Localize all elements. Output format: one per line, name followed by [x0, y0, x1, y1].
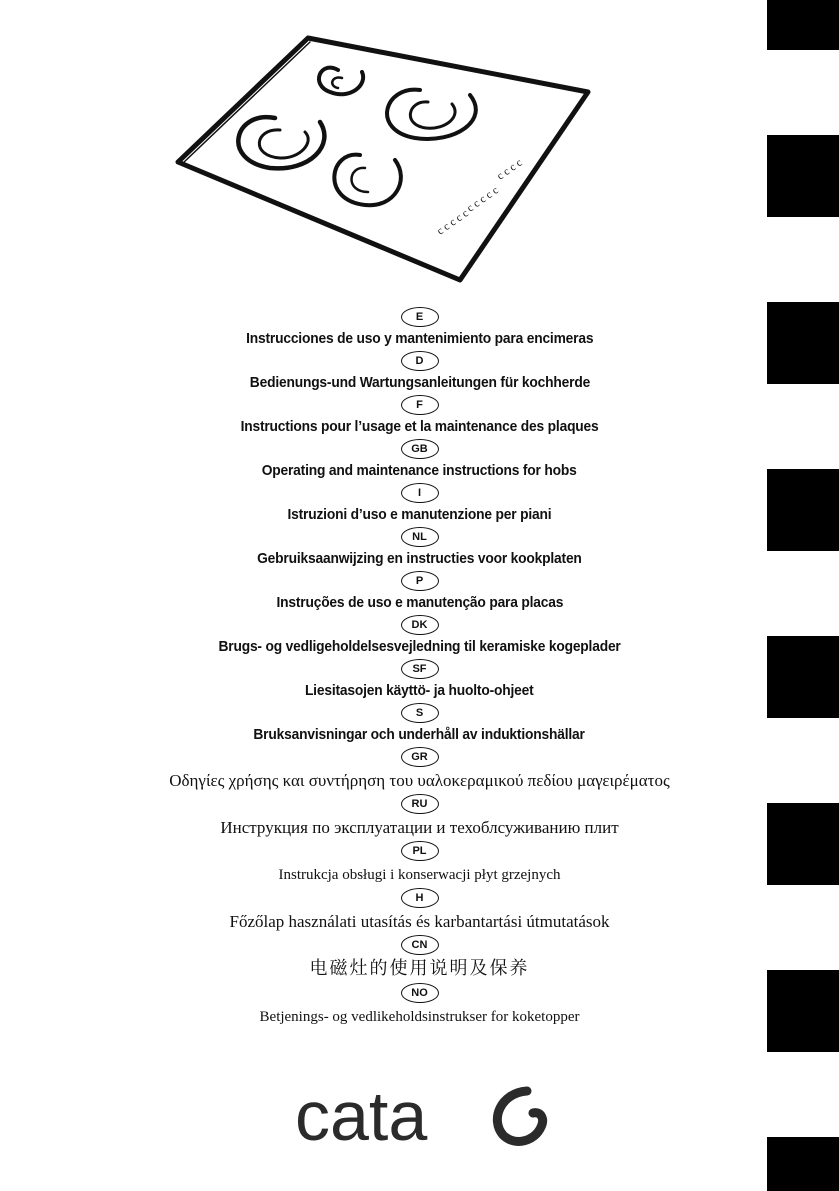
language-title: Főzőlap használati utasítás és karbantartási útmutatások: [229, 912, 610, 931]
language-code-badge: CN: [401, 935, 439, 955]
svg-text:c c c c c: c c c c c: [434, 207, 471, 238]
language-entry: [0, 839, 839, 886]
language-entry: [0, 437, 839, 481]
svg-text:c c c c c: c c c c c: [464, 184, 501, 215]
language-title: Liesitasojen käyttö- ja huolto-ohjeet: [305, 682, 534, 699]
language-title: Betjenings- og vedlikeholdsinstrukser for koketopper: [259, 1009, 580, 1025]
language-entry: [0, 792, 839, 839]
language-entry: [0, 701, 839, 745]
language-title: 电磁灶的使用说明及保养: [309, 958, 530, 979]
edge-tab: [767, 0, 839, 50]
language-entry: [0, 305, 839, 349]
language-title: Gebruiksaanwijzing en instructies voor kookplaten: [257, 550, 582, 567]
language-title: Οδηγίες χρήσης και συντήρηση του υαλοκεραμικού πεδίου μαγειρέματος: [169, 771, 670, 790]
language-code-badge: GB: [401, 439, 439, 459]
language-code-badge: GR: [401, 747, 439, 767]
hob-drawing-icon: [170, 30, 600, 290]
language-code-badge: SF: [401, 659, 439, 679]
language-entry: [0, 745, 839, 792]
language-title: Instructions pour l’usage et la maintenance des plaques: [240, 418, 599, 435]
language-code-badge: E: [401, 307, 439, 327]
language-title: Instruções de uso e manutenção para placas: [276, 594, 563, 611]
svg-text:c c c c: c c c c: [494, 156, 525, 183]
cata-logo: [295, 1075, 555, 1155]
language-code-badge: H: [401, 888, 439, 908]
language-title: Bedienungs-und Wartungsanleitungen für kochherde: [249, 374, 590, 391]
language-code-badge: D: [401, 351, 439, 371]
language-title: Operating and maintenance instructions for hobs: [262, 462, 577, 479]
language-list: [0, 305, 839, 1028]
language-entry: [0, 393, 839, 437]
language-code-badge: PL: [401, 841, 439, 861]
language-code-badge: S: [401, 703, 439, 723]
language-entry: [0, 525, 839, 569]
language-entry: [0, 569, 839, 613]
edge-tab: [767, 135, 839, 217]
language-entry: [0, 613, 839, 657]
logo-wordmark: cata: [295, 1077, 428, 1155]
language-title: Istruzioni d’uso e manutenzione per piani: [287, 506, 552, 523]
language-title: Instrucciones de uso y mantenimiento para encimeras: [245, 330, 594, 347]
language-title: Bruksanvisningar och underhåll av induktionshällar: [253, 726, 586, 743]
language-title: Instrukcja obsługi i konserwacji płyt grzejnych: [278, 867, 561, 883]
language-entry: [0, 981, 839, 1028]
edge-tab: [767, 1137, 839, 1191]
language-entry: [0, 886, 839, 933]
language-title: Инструкция по эксплуатации и техоблсуживанию плит: [220, 818, 619, 837]
language-entry: [0, 657, 839, 701]
language-code-badge: NO: [401, 983, 439, 1003]
language-code-badge: P: [401, 571, 439, 591]
language-code-badge: RU: [401, 794, 439, 814]
language-code-badge: I: [401, 483, 439, 503]
language-code-badge: DK: [401, 615, 439, 635]
language-code-badge: NL: [401, 527, 439, 547]
logo-swirl-icon: [497, 1091, 542, 1141]
language-title: Brugs- og vedligeholdelsesvejledning til keramiske kogeplader: [218, 638, 621, 655]
language-entry: [0, 349, 839, 393]
language-code-badge: F: [401, 395, 439, 415]
language-entry: [0, 481, 839, 525]
language-entry: [0, 933, 839, 981]
